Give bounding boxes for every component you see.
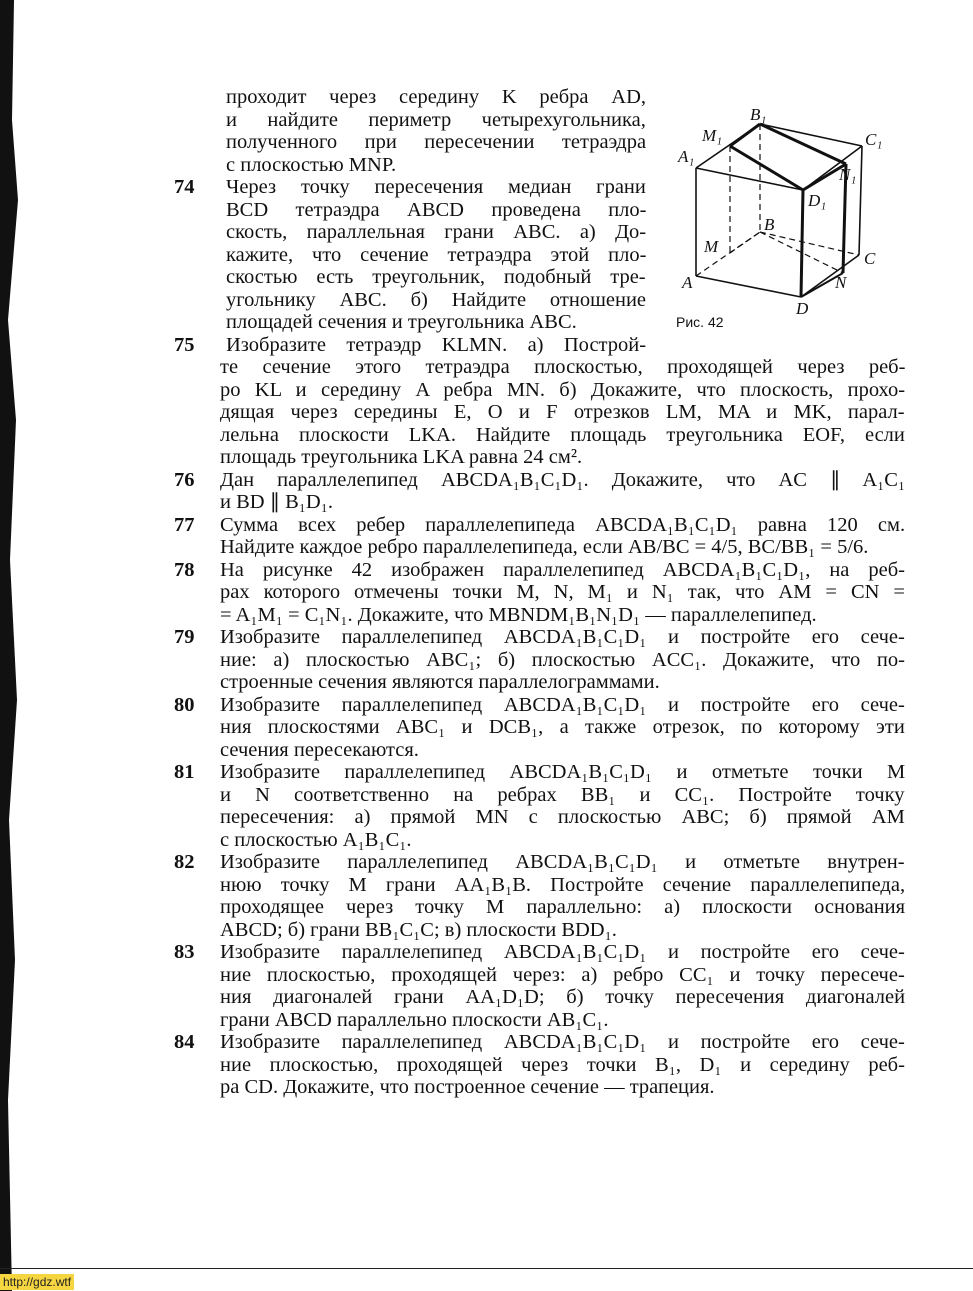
label-c1: C₁ [865,130,883,149]
problem-number: 78 [174,558,195,581]
problem-number: 79 [174,626,195,648]
text-line: и найдите периметр четырехугольника, [226,108,646,131]
text-line: строенные сечения являются параллелограммами. [220,671,660,693]
text-line: площадей сечения и треугольника ABC. [226,311,577,333]
problem-number: 82 [174,851,195,873]
text-line: Изобразите параллелепипед ABCDA₁B₁C₁D₁ и постройте его сече- [220,626,905,648]
problem-number: 76 [174,468,195,491]
label-a: A [682,273,693,292]
label-n: N [835,273,847,292]
text-line: с плоскостью MNP. [226,153,397,176]
text-line: ро KL и середину A ребра MN. б) Докажите, что плоскость, прохо- [220,378,906,401]
problem-number: 80 [174,693,195,716]
text-line: угольнику ABC. б) Найдите отношение [226,288,647,311]
text-line: те сечение этого тетраэдра плоскостью, проходящей через реб- [220,356,906,378]
text-line: грани ABCD параллельно плоскости AB₁C₁. [220,1008,609,1031]
text-line: кажите, что сечение тетраэдра этой пло- [226,243,647,266]
text-line: лельна плоскости LKA. Найдите площадь треугольника EOF, если [220,423,905,446]
label-b: B [764,215,775,234]
text-line: скостью есть треугольник, подобный тре- [226,266,646,288]
label-a1: A₁ [678,147,695,166]
text-line: Изобразите тетраэдр KLMN. а) Построй- [226,333,647,356]
text-line: с плоскостью A₁B₁C₁. [220,828,412,851]
text-line: пересечения: а) прямой MN с плоскостью ABC; б) прямой AM [220,806,905,828]
watermark: http://gdz.wtf [0,1274,74,1290]
text-line: нюю точку M грани AA₁B₁B. Постройте сечение параллелепипеда, [220,873,906,896]
text-line: скость, параллельная грани ABC. а) До- [226,221,647,243]
text-line: ния плоскостями ABC₁ и DCB₁, а также отрезок, по которому эти [220,716,905,738]
text-line: На рисунке 42 изображен параллелепипед ABCDA₁B₁C₁D₁, на реб- [220,558,905,581]
problem-number: 83 [174,941,195,963]
text-line: Изобразите параллелепипед ABCDA₁B₁C₁D₁ и постройте его сече- [220,1031,905,1053]
text-line: площадь треугольника LKA равна 24 см². [220,446,583,468]
page-bottom-rule [0,1268,973,1269]
problem-number: 74 [174,176,195,198]
text-line: BCD тетраэдра ABCD проведена пло- [226,198,647,221]
text-line: рах которого отмечены точки M, N, M₁ и N₁ так, что AM = CN = [220,581,905,603]
text-line: полученного при пересечении тетраэдра [226,131,647,153]
label-m1: M₁ [702,126,723,145]
text-line: = A₁M₁ = C₁N₁. Докажите, что MBNDM₁B₁N₁D₁ — параллелепипед. [220,603,817,626]
text-line: Изобразите параллелепипед ABCDA₁B₁C₁D₁ и отметьте внутрен- [220,851,905,873]
text-line: Изобразите параллелепипед ABCDA₁B₁C₁D₁ и постройте его сече- [220,693,905,716]
label-b1: B₁ [750,105,767,124]
text-line: Через точку пересечения медиан грани [226,176,646,198]
label-m: M [704,237,719,256]
text-line: ние плоскостью, проходящей через точки B₁, D₁ и середину реб- [220,1053,905,1076]
problem-number: 77 [174,513,195,536]
text-line: Изобразите параллелепипед ABCDA₁B₁C₁D₁ и постройте его сече- [220,941,905,963]
text-line: дящая через середины E, O и F отрезков LM, MA и MK, парал- [220,401,905,423]
text-line: ние: а) плоскостью ABC₁; б) плоскостью ACC₁. Докажите, что по- [220,648,905,671]
text-line: ра CD. Докажите, что построенное сечение — трапеция. [220,1076,715,1098]
text-line: ния диагоналей грани AA₁D₁D; б) точку пересечения диагоналей [220,986,906,1008]
text-line: и BD ∥ B₁D₁. [220,491,333,513]
problem-number: 84 [174,1031,195,1053]
text-line: Дан параллелепипед ABCDA₁B₁C₁D₁. Докажите, что AC ∥ A₁C₁ [220,468,906,491]
label-d1: D₁ [808,191,827,210]
figure-caption: Рис. 42 [676,314,724,330]
label-n1: N₁ [839,165,857,184]
text-line: проходит через середину K ребра AD, [226,86,646,108]
text-line: Найдите каждое ребро параллелепипеда, если AB/BC = 4/5, BC/BB₁ = 5/6. [220,536,869,558]
label-c: C [864,249,876,268]
text-line: Изобразите параллелепипед ABCDA₁B₁C₁D₁ и отметьте точки M [220,761,906,783]
text-line: проходящее через точку M параллельно: а) плоскости основания [220,896,906,918]
text-line: ABCD; б) грани BB₁C₁C; в) плоскости BDD₁. [220,918,617,941]
text-line: сечения пересекаются. [220,738,419,761]
label-d: D [796,299,809,318]
problem-number: 81 [174,761,195,783]
problem-number: 75 [174,333,195,356]
figure-42-parallelepiped [672,100,902,322]
text-line: и N соответственно на ребрах BB₁ и CC₁. Постройте точку [220,783,905,806]
text-line: ние плоскостью, проходящей через: а) ребро CC₁ и точку пересече- [220,963,905,986]
text-line: Сумма всех ребер параллелепипеда ABCDA₁B₁C₁D₁ равна 120 см. [220,513,906,536]
